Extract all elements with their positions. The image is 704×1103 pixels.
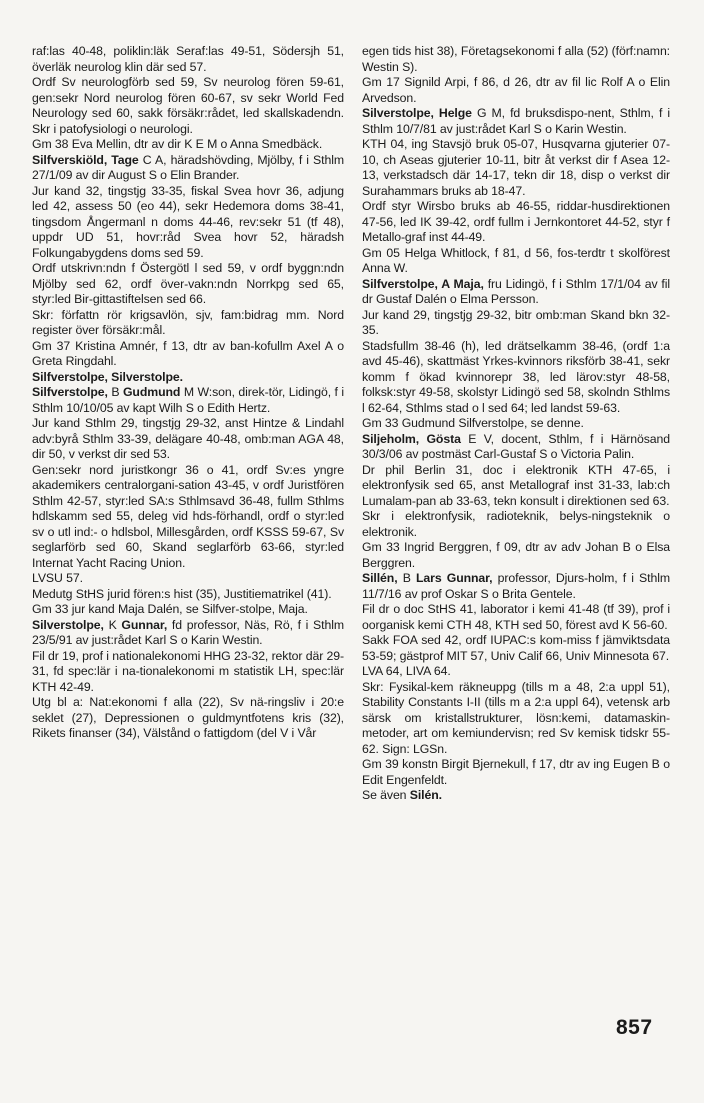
paragraph — [362, 339, 670, 417]
entry-text: Gm 05 Helga Whitlock, f 81, d 56, fos-terdtr t skolförest Anna W. — [362, 245, 670, 275]
paragraph — [362, 246, 670, 277]
paragraph — [362, 75, 670, 106]
paragraph — [362, 463, 670, 510]
entry-text: professor, Djurs-holm, f i Sthlm 11/7/16 av prof Oskar S o Brita Gentele. — [362, 571, 670, 601]
paragraph — [32, 184, 344, 262]
entry-text: M W:son, direk-tör, Lidingö, f i Sthlm 10/10/05 av kapt Wilh S o Edith Hertz. — [32, 385, 344, 415]
paragraph — [362, 106, 670, 137]
entry-name: Gudmund — [122, 385, 181, 399]
paragraph — [362, 680, 670, 758]
entry-name: Silfverstolpe, Silverstolpe. — [32, 369, 183, 384]
entry-text: egen tids hist 38), Företagsekonomi f alla (52) (förf:namn: Westin S). — [362, 44, 670, 74]
entry-text: Jur kand Sthlm 29, tingstjg 29-32, anst Hintze & Lindahl adv:byrå Sthlm 33-39, delägare 40-48, omb:man AGA 48, dir 50, v verkst dir sed 53. — [32, 416, 344, 461]
entry-text: Gm 39 konstn Birgit Bjernekull, f 17, dtr av ing Eugen B o Edit Engenfeldt. — [362, 757, 670, 787]
paragraph — [32, 463, 344, 572]
entry-text: K — [103, 617, 122, 632]
paragraph — [32, 339, 344, 370]
page-number: 857 — [616, 1016, 653, 1039]
entry-text: Se även — [362, 788, 410, 802]
entry-text: Utg bl a: Nat:ekonomi f alla (22), Sv nä-ringsliv i 20:e seklet (27), Depressionen o guldmyntfotens kris (32), Rikets finanser (34), Välstånd o fattigdom (del V i Vår — [32, 695, 344, 740]
entry-text: Gm 17 Signild Arpi, f 86, d 26, dtr av fil lic Rolf A o Elin Arvedson. — [362, 75, 670, 105]
left-column — [32, 44, 344, 742]
paragraph — [362, 633, 670, 664]
paragraph — [362, 199, 670, 246]
paragraph — [362, 416, 670, 432]
paragraph — [362, 432, 670, 463]
paragraph — [32, 370, 344, 386]
entry-text: KTH 04, ing Stavsjö bruk 05-07, Husqvarna gjuterier 07-10, ch Aseas gjuterier 10-11, bitr åt verkst dir f Asea 12-13, verkstadsch där 14-17, tekn dir 18, disp o verkst dir Surahammars bruks ab 18-47. — [362, 137, 670, 198]
paragraph — [32, 137, 344, 153]
entry-name: Silfverskiöld, Tage — [32, 152, 139, 167]
paragraph — [32, 587, 344, 603]
paragraph — [362, 44, 670, 75]
paragraph — [32, 618, 344, 649]
paragraph — [362, 602, 670, 633]
entry-text: Skr: författn rör krigsavlön, sjv, fam:bidrag mm. Nord register över försäkr:mål. — [32, 307, 344, 337]
entry-text: G M, fd bruksdispo-nent, Sthlm, f i Sthlm 10/7/81 av just:rådet Karl S o Karin Westin. — [362, 106, 670, 136]
paragraph — [32, 75, 344, 137]
paragraph — [32, 649, 344, 696]
entry-name: Sillén, — [362, 571, 398, 585]
entry-text: Jur kand 32, tingstjg 33-35, fiskal Svea hovr 36, adjung led 42, assess 50 (eo 44), sekr Hedemora doms 38-41, tingsdom Ångermanl n doms 44-46, rev:sekr 51 (tf 48), uppdr UD 51, hovr:råd Svea hovr 52, häradsh Folkungabygdens doms sed 59. — [32, 183, 344, 260]
paragraph — [32, 571, 344, 587]
paragraph — [32, 44, 344, 75]
paragraph — [32, 695, 344, 742]
paragraph — [362, 788, 670, 804]
entry-text: Gm 33 jur kand Maja Dalén, se Silfver-stolpe, Maja. — [32, 602, 308, 616]
entry-text: B — [397, 571, 416, 585]
entry-text: Ordf Sv neurologförb sed 59, Sv neurolog fören 59-61, gen:sekr Nord neurolog fören 60-67, sv sekr World Fed Neurology sed 60, sakk försäkr:rådet, led skallskadendn. Skr i patofysiologi o neurologi. — [32, 75, 344, 136]
entry-text: fd professor, Näs, Rö, f i Sthlm 23/5/91 av just:rådet Karl S o Karin Westin. — [32, 617, 344, 647]
right-column — [362, 44, 670, 804]
entry-name: Silverstolpe, — [32, 617, 104, 632]
entry-name: Gunnar, — [121, 617, 168, 632]
entry-text: Ordf utskrivn:ndn f Östergötl l sed 59, v ordf byggn:ndn Mjölby sed 62, ordf över-vakn:ndn Norrkpg sed 65, styr:led Bir-gittastiftelsen sed 66. — [32, 261, 344, 306]
entry-text: Fil dr 19, prof i nationalekonomi HHG 23-32, rektor där 29-31, fd spec:lär i na-tionalekonomi m statistik LH, spec:lär KTH 42-49. — [32, 648, 344, 694]
paragraph — [362, 509, 670, 540]
entry-text: B — [107, 385, 123, 399]
paragraph — [362, 137, 670, 199]
entry-text: Ordf styr Wirsbo bruks ab 46-55, riddar-husdirektionen 47-56, led IK 39-42, ordf fullm i Jernkontoret 44-52, styr f Metallo-graf inst 44-49. — [362, 199, 670, 244]
entry-text: Gm 38 Eva Mellin, dtr av dir K E M o Anna Smedbäck. — [32, 137, 323, 151]
entry-text: Fil dr o doc StHS 41, laborator i kemi 41-48 (tf 39), prof i oorganisk kemi CTH 48, KTH sed 50, förest avd K 56-60. — [362, 602, 670, 632]
entry-text: Stadsfullm 38-46 (h), led drätselkamm 38-46, (ordf 1:a avd 45-46), skattmäst Yrkes-kvinnors riksförb 38-41, sekr komm f ökad kvinnorepr 38, led lärov:styr 48-58, folksk:styr 49-58, skolstyr Lidingö sed 58, skolndn Sthlms l 62-64, Sthlms stad o l sed 64; led landst 59-63. — [362, 338, 670, 415]
paragraph — [362, 308, 670, 339]
entry-text: fru Lidingö, f i Sthlm 17/1/04 av fil dr Gustaf Dalén o Elma Persson. — [362, 276, 671, 306]
entry-name: Lars Gunnar, — [415, 571, 493, 585]
paragraph — [32, 602, 344, 618]
paragraph — [32, 308, 344, 339]
entry-text: raf:las 40-48, poliklin:läk Seraf:las 49-51, Södersjh 51, överläk neurolog klin där sed 57. — [32, 44, 344, 74]
paragraph — [32, 261, 344, 308]
entry-text: Gen:sekr nord juristkongr 36 o 41, ordf Sv:es yngre akademikers centralorgani-sation 43-45, v ordf Juristfören Sthlm 42-57, styr:led SA:s Sthlmsavd 36-48, fullm Sthlms hdlskamm sed 55, deleg vid hds-förhandl, ordf o styr:led sv o utl ind:- o hdlsbol, Millesgården, ordf KSSS 59-67, Sv seglarförb sed 60, Skand seglarförb 63-66, styr:led Internat Yacht Racing Union. — [32, 462, 344, 570]
paragraph — [32, 416, 344, 463]
entry-name: Siljeholm, Gösta — [362, 431, 461, 446]
entry-text: Gm 33 Ingrid Berggren, f 09, dtr av adv Johan B o Elsa Berggren. — [362, 540, 670, 570]
entry-name: Silén. — [409, 788, 442, 802]
paragraph — [362, 757, 670, 788]
entry-text: Gm 37 Kristina Amnér, f 13, dtr av ban-kofullm Axel A o Greta Ringdahl. — [32, 338, 344, 368]
entry-name: Silfverstolpe, — [32, 385, 108, 399]
entry-text: Skr: Fysikal-kem räkneuppg (tills m a 48, 2:a uppl 51), Stability Constants I-II (tills m a 2:a uppl 64), vetensk arb särsk om kristallstrukturer, lösn:kemi, datamaskin-metoder, art om kemiundervisn; red Sv kemisk tidskr 55-62. Sign: LGSn. — [362, 679, 670, 756]
entry-text: Sakk FOA sed 42, ordf IUPAC:s kom-miss f jämviktsdata 53-59; gästprof MIT 57, Univ Calif 66, Univ Minnesota 67. — [362, 633, 670, 663]
entry-text: Medutg StHS jurid fören:s hist (35), Justitiematrikel (41). — [32, 586, 332, 601]
entry-text: C A, häradshövding, Mjölby, f i Sthlm 27/1/09 av dir August S o Elin Brander. — [32, 152, 344, 182]
entry-text: Skr i elektronfysik, radioteknik, belys-ningsteknik o elektronik. — [362, 509, 670, 539]
entry-text: LVSU 57. — [32, 571, 83, 585]
paragraph — [32, 385, 344, 416]
paragraph — [362, 277, 670, 308]
entry-text: Dr phil Berlin 31, doc i elektronik KTH 47-65, i elektronfysik sed 65, anst Metallograf inst 31-33, lab:ch Lumalam-pan ab 33-63, tekn konsult i direktionen sed 63. — [362, 462, 670, 508]
entry-text: LVA 64, LIVA 64. — [362, 664, 451, 678]
entry-text: Jur kand 29, tingstjg 29-32, bitr omb:man Skand bkn 32-35. — [362, 307, 670, 337]
entry-text: Gm 33 Gudmund Silfverstolpe, se denne. — [362, 416, 584, 430]
paragraph — [362, 664, 670, 680]
entry-name: Silfverstolpe, A Maja, — [362, 276, 484, 291]
paragraph — [362, 540, 670, 571]
paragraph — [362, 571, 670, 602]
entry-text: E V, docent, Sthlm, f i Härnösand 30/3/06 av postmäst Carl-Gustaf S o Victoria Palin. — [362, 431, 671, 461]
paragraph — [32, 153, 344, 184]
entry-name: Silverstolpe, Helge — [362, 106, 472, 120]
